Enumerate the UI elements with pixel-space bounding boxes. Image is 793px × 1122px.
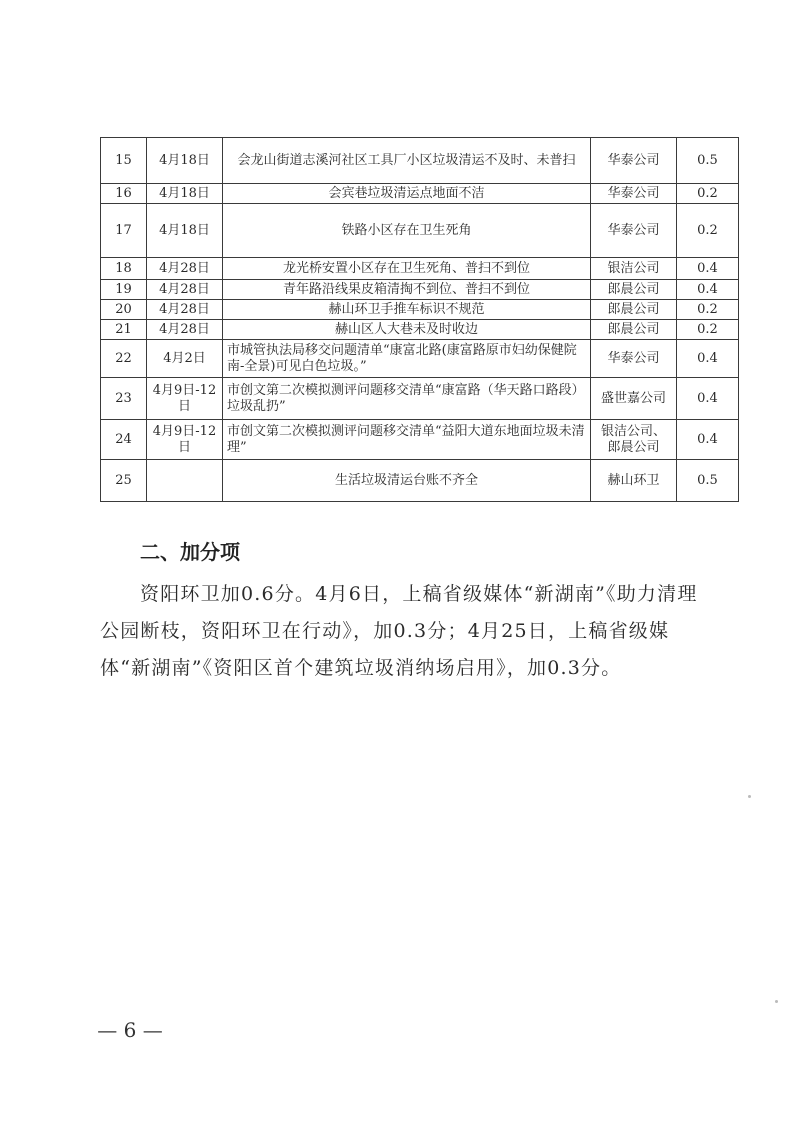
cell-company: 郎晨公司 [591, 300, 677, 320]
table-row [101, 138, 739, 184]
cell-description: 生活垃圾清运台账不齐全 [223, 460, 591, 502]
table-row [101, 460, 739, 502]
cell-company: 华泰公司 [591, 204, 677, 258]
cell-date: 4月28日 [147, 258, 223, 280]
table-row [101, 340, 739, 378]
cell-description: 赫山环卫手推车标识不规范 [223, 300, 591, 320]
cell-score: 0.4 [677, 280, 739, 300]
issues-table-body [101, 138, 739, 502]
cell-score: 0.2 [677, 300, 739, 320]
cell-score: 0.2 [677, 204, 739, 258]
cell-number: 25 [101, 460, 147, 502]
cell-number: 22 [101, 340, 147, 378]
cell-score: 0.4 [677, 340, 739, 378]
cell-date: 4月2日 [147, 340, 223, 378]
cell-score: 0.2 [677, 320, 739, 340]
cell-description: 会龙山街道志溪河社区工具厂小区垃圾清运不及时、未普扫 [223, 138, 591, 184]
cell-company: 银洁公司、郎晨公司 [591, 420, 677, 460]
cell-company: 华泰公司 [591, 340, 677, 378]
cell-score: 0.2 [677, 184, 739, 204]
cell-description: 龙光桥安置小区存在卫生死角、普扫不到位 [223, 258, 591, 280]
cell-number: 24 [101, 420, 147, 460]
cell-score: 0.5 [677, 460, 739, 502]
issues-table [100, 137, 739, 502]
cell-company: 华泰公司 [591, 138, 677, 184]
cell-date: 4月9日-12日 [147, 378, 223, 420]
cell-company: 华泰公司 [591, 184, 677, 204]
cell-date: 4月9日-12日 [147, 420, 223, 460]
cell-date: 4月18日 [147, 204, 223, 258]
table-row [101, 184, 739, 204]
cell-score: 0.4 [677, 378, 739, 420]
table-row [101, 258, 739, 280]
page-number: — 6 — [97, 1018, 163, 1042]
cell-number: 16 [101, 184, 147, 204]
table-row [101, 280, 739, 300]
cell-number: 20 [101, 300, 147, 320]
scan-speck [775, 1000, 778, 1003]
cell-number: 18 [101, 258, 147, 280]
cell-date: 4月18日 [147, 184, 223, 204]
cell-company: 盛世嘉公司 [591, 378, 677, 420]
cell-description: 市创文第二次模拟测评问题移交清单“康富路（华天路口路段）垃圾乱扔” [223, 378, 591, 420]
cell-score: 0.5 [677, 138, 739, 184]
cell-number: 23 [101, 378, 147, 420]
cell-number: 15 [101, 138, 147, 184]
cell-date [147, 460, 223, 502]
cell-description: 市城管执法局移交问题清单“康富北路(康富路原市妇幼保健院南-全景)可见白色垃圾。” [223, 340, 591, 378]
cell-description: 市创文第二次模拟测评问题移交清单“益阳大道东地面垃圾未清理” [223, 420, 591, 460]
cell-company: 银洁公司 [591, 258, 677, 280]
cell-score: 0.4 [677, 258, 739, 280]
table-row [101, 204, 739, 258]
cell-number: 21 [101, 320, 147, 340]
cell-number: 17 [101, 204, 147, 258]
table-row [101, 300, 739, 320]
cell-description: 青年路沿线果皮箱清掏不到位、普扫不到位 [223, 280, 591, 300]
cell-date: 4月28日 [147, 280, 223, 300]
bonus-paragraph: 资阳环卫加0.6分。4月6日，上稿省级媒体“新湖南”《助力清理公园断枝，资阳环卫在行动》，加0.3分；4月25日，上稿省级媒体“新湖南”《资阳区首个建筑垃圾消纳场启用》，加0.3分。 [100, 583, 698, 679]
section-heading: 二、加分项 [140, 540, 240, 564]
cell-date: 4月18日 [147, 138, 223, 184]
table-row [101, 320, 739, 340]
cell-company: 赫山环卫 [591, 460, 677, 502]
table-row [101, 378, 739, 420]
cell-description: 会宾巷垃圾清运点地面不洁 [223, 184, 591, 204]
scan-speck [748, 795, 751, 798]
cell-date: 4月28日 [147, 300, 223, 320]
cell-company: 郎晨公司 [591, 320, 677, 340]
cell-company: 郎晨公司 [591, 280, 677, 300]
cell-number: 19 [101, 280, 147, 300]
cell-description: 铁路小区存在卫生死角 [223, 204, 591, 258]
table-row [101, 420, 739, 460]
cell-description: 赫山区人大巷未及时收边 [223, 320, 591, 340]
cell-date: 4月28日 [147, 320, 223, 340]
cell-score: 0.4 [677, 420, 739, 460]
